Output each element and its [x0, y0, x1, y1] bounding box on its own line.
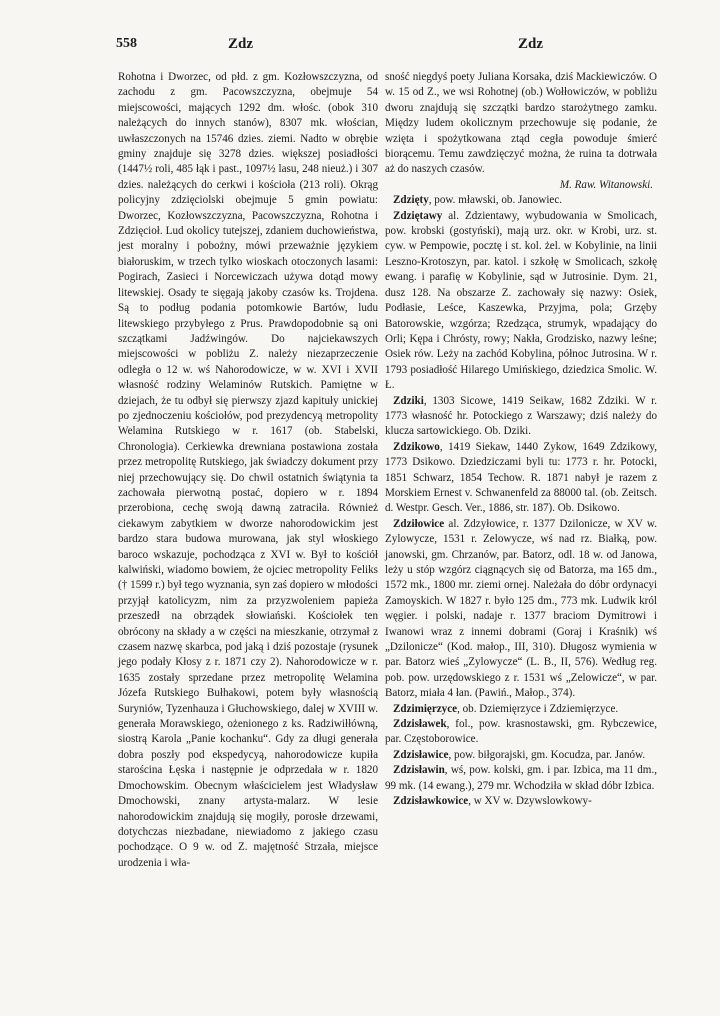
entry-body: al. Zdzientawy, wybudowania w Smolicach, pow. krobski (gostyński), mają urz. okr. w Krobi, urz. st. cyw. w Pempowie, pocztę i st. kol. żel. w Kobylinie, na linii Leszno-Krotoszyn, par. katol. i szkołę w Smolicach, szkołę ewang. i parafię w Kobylinie, sąd w Jutrosinie. Dym. 21, dusz 128. Na obszarze Z. zachowały się nazwy: Osiek, Podłasie, Leśce, Kaszewka, Przyjma, pola; Grzęby Batorowskie, wzgórza; Rzedząca, strumyk, wpadający do Orli; Kępa i Chrósty, rowy; Nakła, Grodzisko, nazwy leśne; Osiek rów. Leży na zachód Kobylina, północ Jutrosina. W r. 1793 posiadłość Hilarego Umińskiego, dziedzica Smolic. W. Ł.: [385, 209, 657, 392]
author-signature: M. Raw. Witanowski.: [559, 178, 653, 191]
entry-body: , 1419 Siekaw, 1440 Zykow, 1649 Zdzikowy, 1773 Dsikowo. Dziedziczami byli tu: 1773 r. hr. Potocki, 1851 Schwarz, 1854 Techow. R. 1871 nabył je razem z Morskiem Ernest v. Schwanenfeld za 88000 tal. (ob. Zeitsch. d. Westpr. Gesch. Ver., 1886, str. 187). Ob. Dsikowo.: [385, 440, 657, 515]
entry-headword: Zdzisławin: [393, 764, 445, 777]
entry-headword: Zdziłowice: [393, 517, 445, 530]
left-column: [118, 70, 378, 871]
entry-zdzietawy: [385, 209, 657, 394]
entry-zdziki: [385, 394, 657, 440]
entry-body: , wś, pow. kolski, gm. i par. Izbica, ma 11 dm., 99 mk. (14 ewang.), 279 mr. Wchodziła w skład dóbr Izbica.: [385, 764, 657, 792]
entry-body: , 1303 Sicowe, 1419 Seikaw, 1682 Zdziki. W r. 1773 własność hr. Potockiego z Warszawy; dziś należy do klucza sartowickiego. Ob. Dziki.: [385, 394, 657, 438]
entry-body: , fol., pow. krasnostawski, gm. Rybczewice, par. Częstoborowice.: [385, 718, 657, 746]
continued-entry-text: sność niegdyś poety Juliana Korsaka, dziś Mackiewiczów. O w. 15 od Z., we wsi Rohotnej (ob.) Wołłowiczów, w pobliżu dworu znajdują się szczątki bardzo starożytnego zamku. Między ludem okolicznym przechowuje się podanie, że wzięta i spożytkowana ztąd cegła powoduje śmierć biorącemu. Temu zawdzięczyć można, że ruina ta dotrwała aż do naszych czasów.: [385, 71, 657, 176]
entry-zdzislawkowice: [385, 794, 657, 809]
entry-headword: Zdzimięrzyce: [393, 702, 458, 715]
right-column: [385, 70, 657, 810]
entry-headword: Zdziki: [393, 394, 424, 407]
page-number: 558: [116, 36, 137, 51]
entry-headword: Zdzisławek: [393, 718, 447, 731]
entry-zdziety: [385, 193, 657, 208]
entry-headword: Zdzisławkowice: [393, 795, 469, 808]
entry-body: al. Zdzyłowice, r. 1377 Dzilonicze, w XV w. Zylowycze, 1531 r. Zelowycze, wś nad rz. Białką, pow. janowski, gm. Chrzanów, par. Batorz, odl. 18 w. od Janowa, leży u stóp wzgórz ciągnących się od Batorza, ma 165 dm., 1572 mk., 1800 mr. ziemi ornej. Należała do dóbr ordynacyi Zamoyskich. W 1827 r. było 125 dm., 773 mk. Ludwik król węgier. i polski, nadaje r. 1377 braciom Dymitrowi i Iwanowi wraz z innemi dobrami (Goraj i Kraśnik) wś „Dzilonicze“ (Kod. małop., III, 310). Długosz wymienia w par. Batorz wieś „Zylowycze“ (L. B., II, 576). Według reg. pob. pow. urzędowskiego z r. 1531 wś „Zelowicze“, w par. Batorz, miała 4 łan. (Pawiń., Małop., 374).: [385, 517, 657, 700]
entry-body: , pow. biłgorajski, gm. Kocudza, par. Janów.: [448, 748, 646, 761]
entry-headword: Zdzisławice: [393, 748, 449, 761]
entry-zdzilowice: [385, 517, 657, 702]
entry-zdzislawin: [385, 763, 657, 794]
entry-body: , pow. mławski, ob. Janowiec.: [428, 194, 563, 207]
entry-headword: Zdzięty: [393, 194, 429, 207]
entry-zdzislawek: [385, 717, 657, 748]
running-head-left: Zdz: [228, 36, 254, 52]
entry-headword: Zdzikowo: [393, 440, 440, 453]
running-head-right: Zdz: [518, 36, 544, 52]
entry-zdzimierzyce: [385, 702, 657, 717]
entry-zdzislawice: [385, 748, 657, 763]
entry-body: , ob. Dziemięrzyce i Zdziemięrzyce.: [457, 702, 619, 715]
left-column-text: Rohotna i Dworzec, od płd. z gm. Kozłowszczyzna, od zachodu z gm. Pacowszczyzna, obejmuje 54 miejscowości, mających 1292 dm. włośc. (obok 310 należących do innych stanów), 8307 mk. włościan, uwłaszczonych na 15746 dzies. ziemi. Nadto w obrębie gminy znajduje się 3278 dzies. większej posiadłości (1447½ roli, 485 łąk i past., 1097½ lasu, 248 nieuż.) i 307 dzies. należących do cerkwi i kościoła (213 roli). Okrąg policyjny zdzięciolski obejmuje 5 gmin powiatu: Dworzec, Kozłowszczyzna, Pacowszczyzna, Rohotna i Zdzięcioł. Lud okolicy tutejszej, zdaniem duchowieństwa, jest moralny i pobożny, mówi przeważnie językiem białoruskim, w trzech tylko wioskach otoczonych lasami: Pogirach, Zasieci i Norcewiczach używa dotąd mowy litewskiej. Osady te sięgają jakoby czasów ks. Trojdena. Są to podług podania potomkowie Bartów, ludu litewskiego przybyłego z Prus. Prawdopodobnie są oni szczątkami Jadźwingów. Do najciekawszych miejscowości w pobliżu Z. należy niezaprzeczenie odległa o 12 w. wś Nahorodowicze, w w. XVI i XVII własność rodziny Welaminów Rutskich. Pamiętne w dziejach, że tu odbył się pierwszy zjazd kapituły unickiej po zjednoczeniu kościołów, pod prezydencyą metropolity Welamina Rutskiego w r. 1617 (ob. Stabelski, Chronologia). Cerkiewka drewniana postawiona została przez metropolitę Rutskiego, jak świadczy dokument przy niej przechowujący się. Do chwil ostatnich świątynia ta zachowała pierwotną postać, dopiero w r. 1894 przerobiona, cechę swoją dawną zatraciła. Również ciekawym zabytkiem w dworze nahorodowickim jest bardzo stara budowa murowana, jak styl włoskiego baroco wskazuje, pochodząca z XVI w. Był to kościół kalwiński, wiadomo bowiem, że ojciec metropolity Feliks († 1599 r.) był tego wyznania, syn zaś dopiero w młodości przyjął katolicyzm, nim za przyzwoleniem papieża przeszedł na obrządek słowiański. Kościołek ten obrócony na składy a w części na mieszkanie, otrzymał z czasem nazwę skarbca, pod jaką i dziś pozostaje (rysunek jego podały Kłosy z r. 1871 czy 2). Nahorodowicze w r. 1635 zostały sprzedane przez metropolitę Welamina Józefa Rutskiego Bułhakowi, potem były własnością Suryniów, Tyzenhauza i Głuchowskiego, dalej w XVIII w. generała Morawskiego, ożenionego z ks. Radziwiłłówną, siostrą Karola „Panie kochanku“. Gdy za długi generała dobra poszły pod ekspedycyą, nahorodowicze kupiła starościna Łęska i następnie je odprzedała w r. 1820 Dmochowskim. Obecnym właścicielem jest Władysław Dmochowski, znany artysta-malarz. W lesie nahorodowickim znajdują się mogiły, porosłe drzewami, dotychczas niezbadane, niewiadomo z jakiego czasu pochodzące. O 9 w. od Z. majętność Strzała, miejsce urodzenia i wła-: [118, 71, 378, 869]
entry-body: , w XV w. Dzywslowkowy-: [468, 795, 592, 808]
entry-headword: Zdziętawy: [393, 209, 443, 222]
entry-zdzikowo: [385, 440, 657, 517]
